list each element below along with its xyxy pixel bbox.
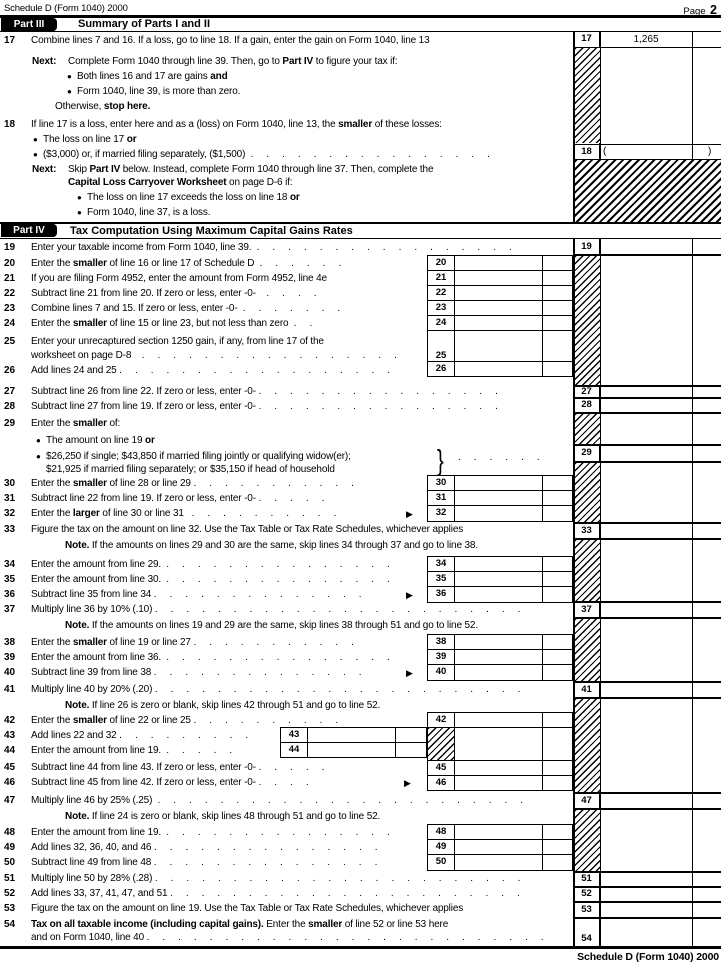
bullet-icon: ● xyxy=(33,135,38,144)
box-46-cents-cell[interactable] xyxy=(543,776,572,790)
box-33-entry[interactable] xyxy=(601,524,720,538)
line-40-text: Subtract line 39 from line 38 . . . . . . . . . . . . . . xyxy=(31,667,362,678)
line-46-number: 46 xyxy=(4,777,16,788)
box-20-cents-cell[interactable] xyxy=(543,256,572,270)
line-49-number: 49 xyxy=(4,842,16,853)
hatch-cell xyxy=(428,728,455,760)
box-50: 50 xyxy=(428,855,455,870)
box-24: 24 xyxy=(428,316,455,330)
box-32-cents-cell[interactable] xyxy=(543,506,572,521)
arrow-icon: ▶ xyxy=(404,778,411,788)
line-24-number: 24 xyxy=(4,318,16,329)
middle-block-34-36 xyxy=(427,556,573,603)
line-44-text: Enter the amount from line 19. . . . . . xyxy=(31,745,232,756)
bullet-icon: ● xyxy=(36,452,41,461)
hatch-cell xyxy=(575,48,600,143)
line-19-text: Enter your taxable income from Form 1040, line 39. . . . . . . . . . . . . . . . . . xyxy=(31,242,512,253)
box-47-entry[interactable] xyxy=(601,794,720,808)
box-39-cents-cell[interactable] xyxy=(543,650,572,664)
line-34-text: Enter the amount from line 29. . . . . . . . . . . . . . . . xyxy=(31,559,390,570)
box-40-amount-cell[interactable] xyxy=(455,665,543,680)
line-54-number: 54 xyxy=(4,919,16,930)
box-20-amount-cell[interactable] xyxy=(455,256,543,270)
part3-title: Summary of Parts I and II xyxy=(78,18,211,30)
line-28-text: Subtract line 27 from line 19. If zero or less, enter -0- . . . . . . . . . . . . . . . . xyxy=(31,401,498,412)
box-24-amount-cell[interactable] xyxy=(455,316,543,330)
line-38-text: Enter the smaller of line 19 or line 27 . . . . . . . . . . . xyxy=(31,637,354,648)
box-49-cents-cell[interactable] xyxy=(543,840,572,854)
box-20: 20 xyxy=(428,256,455,270)
part4-tab: Part IV xyxy=(1,224,57,237)
box-54-entry[interactable] xyxy=(601,919,720,946)
inner-block-43-44 xyxy=(280,727,427,758)
box-36-cents-cell[interactable] xyxy=(543,587,572,602)
note-33-text: Note. If the amounts on lines 29 and 30 are the same, skip lines 34 through 37 and go to line 38. xyxy=(65,540,478,551)
line-39-text: Enter the amount from line 36. . . . . . . . . . . . . . . . xyxy=(31,652,390,663)
box-31-amount-cell[interactable] xyxy=(455,491,543,505)
box-44: 44 xyxy=(281,743,308,757)
arrow-icon: ▶ xyxy=(406,668,413,678)
box-46: 46 xyxy=(428,776,455,790)
arrow-icon: ▶ xyxy=(406,509,413,519)
box-25-amount-cell[interactable] xyxy=(455,331,543,361)
box-29-entry[interactable] xyxy=(601,446,720,461)
box-27: 27 xyxy=(581,385,592,397)
box-23: 23 xyxy=(428,301,455,315)
box-22-cents-cell[interactable] xyxy=(543,286,572,300)
middle-gap-amount-cell xyxy=(455,728,543,760)
line-29-bullet2-text-line2: $21,925 if married filing separately; or $35,150 if head of household xyxy=(46,464,335,475)
bullet-icon: ● xyxy=(67,87,72,96)
hatch-cell xyxy=(575,463,600,522)
footer-form-id: Schedule D (Form 1040) 2000 xyxy=(577,951,719,963)
box-27-entry[interactable] xyxy=(601,387,720,397)
hatch-cell xyxy=(575,256,600,385)
box-50-cents-cell[interactable] xyxy=(543,855,572,870)
box-38-amount-cell[interactable] xyxy=(455,635,543,649)
line-20-number: 20 xyxy=(4,258,16,269)
line-40-number: 40 xyxy=(4,667,16,678)
box-23-amount-cell[interactable] xyxy=(455,301,543,315)
bullet-icon: ● xyxy=(77,208,82,217)
line-49-text: Add lines 32, 36, 40, and 46 . . . . . . . . . . . . . . . xyxy=(31,842,378,853)
box-45: 45 xyxy=(428,761,455,775)
part3-tab: Part III xyxy=(1,18,57,31)
line-25-text-line2: worksheet on page D-8 . . . . . . . . . . . . . . . . . xyxy=(31,350,397,361)
box-40: 40 xyxy=(428,665,455,680)
line-54-text-line1: Tax on all taxable income (including capital gains). Enter the smaller of line 52 or line 53 here xyxy=(31,919,449,930)
bullet-icon: ● xyxy=(36,436,41,445)
bullet-icon: ● xyxy=(33,150,38,159)
box-31: 31 xyxy=(428,491,455,505)
line-28-number: 28 xyxy=(4,401,16,412)
middle-block-20-26 xyxy=(427,255,573,377)
line-29-bullet1-text: The amount on line 19 or xyxy=(46,435,155,446)
next1-text: Complete Form 1040 through line 39. Then, go to Part IV to figure your tax if: xyxy=(68,56,398,67)
line-17-number: 17 xyxy=(4,35,16,46)
line-18-bullet1-text: The loss on line 17 or xyxy=(43,134,137,145)
line-18-text: If line 17 is a loss, enter here and as a (loss) on Form 1040, line 13, the smaller of these losses: xyxy=(31,119,442,130)
box-38-cents-cell[interactable] xyxy=(543,635,572,649)
next2-text-line2: Capital Loss Carryover Worksheet on page D-6 if: xyxy=(68,177,293,188)
line-33-number: 33 xyxy=(4,524,16,535)
line-23-number: 23 xyxy=(4,303,16,314)
box-45-cents-cell[interactable] xyxy=(543,761,572,775)
box-39-amount-cell[interactable] xyxy=(455,650,543,664)
line-42-number: 42 xyxy=(4,715,16,726)
bullet-icon: ● xyxy=(77,193,82,202)
box-51-entry[interactable] xyxy=(601,873,720,886)
middle-block-38-40 xyxy=(427,634,573,681)
line-34-number: 34 xyxy=(4,559,16,570)
box-23-cents-cell[interactable] xyxy=(543,301,572,315)
box-25-cents-cell[interactable] xyxy=(543,331,572,361)
box-41: 41 xyxy=(581,683,592,695)
box-53: 53 xyxy=(581,903,592,915)
box-43: 43 xyxy=(281,728,308,742)
brace-icon: } xyxy=(437,445,444,477)
box-30-cents-cell[interactable] xyxy=(543,476,572,490)
line-23-text: Combine lines 7 and 15. If zero or less, enter -0- . . . . . . . xyxy=(31,303,340,314)
next1-bullet2-text: Form 1040, line 39, is more than zero. xyxy=(77,86,241,97)
line-18-number: 18 xyxy=(4,119,16,130)
box-53-entry[interactable] xyxy=(601,903,720,917)
line-48-number: 48 xyxy=(4,827,16,838)
box-42-cents-cell[interactable] xyxy=(543,713,572,727)
line-51-number: 51 xyxy=(4,873,16,884)
box-44-cents-cell[interactable] xyxy=(396,743,426,757)
box-46-amount-cell[interactable] xyxy=(455,776,543,790)
box-17: 17 xyxy=(581,33,592,44)
line-45-text: Subtract line 44 from line 43. If zero or less, enter -0- . . . . . xyxy=(31,762,325,773)
box-24-cents-cell[interactable] xyxy=(543,316,572,330)
line-52-text: Add lines 33, 37, 41, 47, and 51 . . . . . . . . . . . . . . . . . . . . . . . xyxy=(31,888,520,899)
box-18-paren-open: ( xyxy=(603,145,607,157)
line-32-text: Enter the larger of line 30 or line 31 . . . . . . . . . . xyxy=(31,508,337,519)
middle-gap-cents-cell xyxy=(543,728,572,760)
box-54: 54 xyxy=(581,933,592,944)
line-36-number: 36 xyxy=(4,589,16,600)
footer-rule xyxy=(0,946,721,949)
box-26: 26 xyxy=(428,362,455,376)
line-41-text: Multiply line 40 by 20% (.20) . . . . . . . . . . . . . . . . . . . . . . . . xyxy=(31,684,521,695)
box-32: 32 xyxy=(428,506,455,521)
line-36-text: Subtract line 35 from line 34 . . . . . . . . . . . . . . xyxy=(31,589,362,600)
box-21-cents-cell[interactable] xyxy=(543,271,572,285)
line-48-text: Enter the amount from line 19. . . . . . . . . . . . . . . . xyxy=(31,827,390,838)
box-47: 47 xyxy=(581,794,592,806)
line-47-text: Multiply line 46 by 25% (.25) . . . . . . . . . . . . . . . . . . . . . . . . xyxy=(31,795,523,806)
line-26-text: Add lines 24 and 25 . . . . . . . . . . . . . . . . . . xyxy=(31,365,390,376)
line-37-number: 37 xyxy=(4,604,16,615)
line-21-number: 21 xyxy=(4,273,16,284)
line-25-text-line1: Enter your unrecaptured section 1250 gain, if any, from line 17 of the xyxy=(31,336,324,347)
next2-label: Next: xyxy=(32,164,57,175)
line-54-text-line2: and on Form 1040, line 40 . . . . . . . . . . . . . . . . . . . . . . . . . . xyxy=(31,932,544,943)
note-47-text: Note. If line 24 is zero or blank, skip lines 48 through 51 and go to line 52. xyxy=(65,811,381,822)
box-51: 51 xyxy=(581,873,592,884)
box-18-entry[interactable] xyxy=(601,145,720,158)
line-35-number: 35 xyxy=(4,574,16,585)
box-22-amount-cell[interactable] xyxy=(455,286,543,300)
box-37: 37 xyxy=(581,603,592,615)
line-43-text: Add lines 22 and 32 . . . . . . . . . xyxy=(31,730,248,741)
arrow-icon: ▶ xyxy=(406,590,413,600)
page-number: 2 xyxy=(710,3,717,17)
line-46-text: Subtract line 45 from line 42. If zero or less, enter -0- . . . . xyxy=(31,777,309,788)
box-42: 42 xyxy=(428,713,455,727)
box-29: 29 xyxy=(581,447,592,458)
box-39: 39 xyxy=(428,650,455,664)
box-35: 35 xyxy=(428,572,455,586)
box-36-amount-cell[interactable] xyxy=(455,587,543,602)
hatch-cell xyxy=(575,619,600,681)
part3-bottom-rule xyxy=(0,31,721,33)
line-24-text: Enter the smaller of line 15 or line 23, but not less than zero . . xyxy=(31,318,313,329)
middle-block-48-50 xyxy=(427,824,573,871)
line-30-text: Enter the smaller of line 28 or line 29 . . . . . . . . . . . xyxy=(31,478,354,489)
box-35-amount-cell[interactable] xyxy=(455,572,543,586)
box-30: 30 xyxy=(428,476,455,490)
line-26-number: 26 xyxy=(4,365,16,376)
middle-block-42-46 xyxy=(427,712,573,791)
next1-label: Next: xyxy=(32,56,57,67)
line-22-number: 22 xyxy=(4,288,16,299)
next2-text-line1: Skip Part IV below. Instead, complete Form 1040 through line 37. Then, complete the xyxy=(68,164,434,175)
line-29-text: Enter the smaller of: xyxy=(31,418,121,429)
box-21-amount-cell[interactable] xyxy=(455,271,543,285)
box-28: 28 xyxy=(581,399,592,410)
box-36: 36 xyxy=(428,587,455,602)
line-27-text: Subtract line 26 from line 22. If zero or less, enter -0- . . . . . . . . . . . . . . . . xyxy=(31,386,498,397)
line-39-number: 39 xyxy=(4,652,16,663)
line-31-number: 31 xyxy=(4,493,16,504)
box-31-cents-cell[interactable] xyxy=(543,491,572,505)
part4-bottom-rule xyxy=(0,238,721,240)
box-34: 34 xyxy=(428,557,455,571)
next2-bullet2-text: Form 1040, line 37, is a loss. xyxy=(87,207,211,218)
line-52-number: 52 xyxy=(4,888,16,899)
box-52: 52 xyxy=(581,888,592,899)
note-41-text: Note. If line 26 is zero or blank, skip lines 42 through 51 and go to line 52. xyxy=(65,700,381,711)
line-42-text: Enter the smaller of line 22 or line 25 . . . . . . . . . . xyxy=(31,715,339,726)
line-53-number: 53 xyxy=(4,903,16,914)
box-30-amount-cell[interactable] xyxy=(455,476,543,490)
line-50-number: 50 xyxy=(4,857,16,868)
box-52-entry[interactable] xyxy=(601,888,720,901)
line-32-number: 32 xyxy=(4,508,16,519)
line-18-bullet2-text: ($3,000) or, if married filing separately, ($1,500) . . . . . . . . . . . . . . . . xyxy=(43,149,490,160)
box-48-amount-cell[interactable] xyxy=(455,825,543,839)
box-35-cents-cell[interactable] xyxy=(543,572,572,586)
line-31-text: Subtract line 22 from line 19. If zero or less, enter -0- . . . . . xyxy=(31,493,325,504)
line-21-text: If you are filing Form 4952, enter the amount from Form 4952, line 4e xyxy=(31,273,327,284)
bullet-icon: ● xyxy=(67,72,72,81)
next2-bullet1-text: The loss on line 17 exceeds the loss on line 18 or xyxy=(87,192,300,203)
box-33: 33 xyxy=(581,524,592,536)
box-22: 22 xyxy=(428,286,455,300)
box-43-cents-cell[interactable] xyxy=(396,728,426,742)
line-37-text: Multiply line 36 by 10% (.10) . . . . . . . . . . . . . . . . . . . . . . . . xyxy=(31,604,521,615)
line-29-number: 29 xyxy=(4,418,16,429)
line-20-text: Enter the smaller of line 16 or line 17 of Schedule D . . . . . . xyxy=(31,258,342,269)
box-26-cents-cell[interactable] xyxy=(543,362,572,376)
middle-block-30-32 xyxy=(427,475,573,522)
hatch-cell xyxy=(575,540,600,601)
line-27-number: 27 xyxy=(4,386,16,397)
line-25-number: 25 xyxy=(4,336,16,347)
box-26-amount-cell[interactable] xyxy=(455,362,543,376)
line-50-text: Subtract line 49 from line 48 . . . . . . . . . . . . . . . xyxy=(31,857,378,868)
line-43-number: 43 xyxy=(4,730,16,741)
note-37-text: Note. If the amounts on lines 19 and 29 are the same, skip lines 38 through 51 and go to line 52. xyxy=(65,620,478,631)
hatch-cell xyxy=(575,414,600,444)
box-18-paren-close: ) xyxy=(708,145,712,157)
next1-bullet1-text: Both lines 16 and 17 are gains and xyxy=(77,71,228,82)
box-37-entry[interactable] xyxy=(601,603,720,617)
line-29-bullet2-text: $26,250 if single; $43,850 if married filing jointly or qualifying widow(er); xyxy=(46,451,351,462)
header-form-id: Schedule D (Form 1040) 2000 xyxy=(4,3,128,14)
box-43-amount-cell[interactable] xyxy=(308,728,396,742)
box-34-cents-cell[interactable] xyxy=(543,557,572,571)
box-21: 21 xyxy=(428,271,455,285)
line-33-text: Figure the tax on the amount on line 32. Use the Tax Table or Tax Rate Schedules, whichever applies xyxy=(31,524,464,535)
box-19: 19 xyxy=(581,241,592,252)
box-40-cents-cell[interactable] xyxy=(543,665,572,680)
line-29-dot-leader: . . . . . . xyxy=(458,452,540,463)
box-48: 48 xyxy=(428,825,455,839)
header-page xyxy=(683,1,717,19)
box-41-entry[interactable] xyxy=(601,683,720,697)
line-47-number: 47 xyxy=(4,795,16,806)
line-22-text: Subtract line 21 from line 20. If zero or less, enter -0- . . . . xyxy=(31,288,317,299)
hatch-block xyxy=(575,160,721,222)
line-19-number: 19 xyxy=(4,242,16,253)
box-45-amount-cell[interactable] xyxy=(455,761,543,775)
box-49-amount-cell[interactable] xyxy=(455,840,543,854)
box-18: 18 xyxy=(581,145,592,157)
box-25: 25 xyxy=(428,331,455,361)
part4-title: Tax Computation Using Maximum Capital Gains Rates xyxy=(70,225,353,237)
otherwise-text: Otherwise, stop here. xyxy=(55,101,151,112)
page-label: Page xyxy=(683,6,706,17)
line-45-number: 45 xyxy=(4,762,16,773)
box-19-entry[interactable] xyxy=(601,239,720,253)
box-48-cents-cell[interactable] xyxy=(543,825,572,839)
box-17-amount[interactable]: 1,265 xyxy=(633,34,659,45)
line-51-text: Multiply line 50 by 28% (.28) . . . . . . . . . . . . . . . . . . . . . . . . xyxy=(31,873,521,884)
box-32-amount-cell[interactable] xyxy=(455,506,543,521)
line-17-text: Combine lines 7 and 16. If a loss, go to line 18. If a gain, enter the gain on Form 1040, line 13 xyxy=(31,35,430,46)
box-38: 38 xyxy=(428,635,455,649)
line-38-number: 38 xyxy=(4,637,16,648)
hatch-cell xyxy=(575,810,600,871)
line-30-number: 30 xyxy=(4,478,16,489)
box-49: 49 xyxy=(428,840,455,854)
box-34-amount-cell[interactable] xyxy=(455,557,543,571)
line-44-number: 44 xyxy=(4,745,16,756)
box-28-entry[interactable] xyxy=(601,399,720,412)
box-50-amount-cell[interactable] xyxy=(455,855,543,870)
box-42-amount-cell[interactable] xyxy=(455,713,543,727)
line-35-text: Enter the amount from line 30. . . . . . . . . . . . . . . . xyxy=(31,574,390,585)
line-53-text: Figure the tax on the amount on line 19. Use the Tax Table or Tax Rate Schedules, whichever applies xyxy=(31,903,464,914)
line-41-number: 41 xyxy=(4,684,16,695)
box-44-amount-cell[interactable] xyxy=(308,743,396,757)
hatch-cell xyxy=(575,699,600,792)
